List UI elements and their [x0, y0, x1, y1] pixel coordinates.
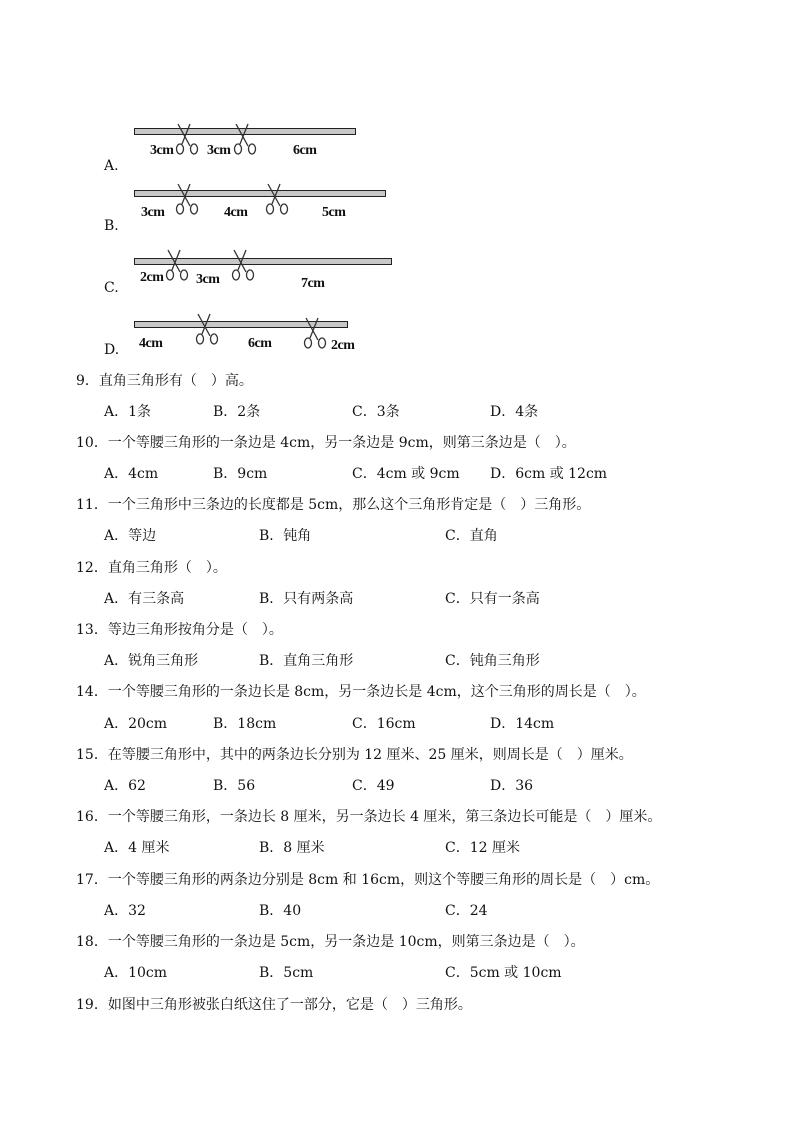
- question-17: 17．一个等腰三角形的两条边分别是 8cm 和 16cm，则这个等腰三角形的周长是（ ）cm。: [76, 872, 660, 888]
- option-b: B．5cm: [259, 965, 314, 981]
- segment-label: 2cm: [331, 338, 355, 353]
- question-13-options: [0, 650, 794, 670]
- option-c: C．49: [352, 778, 395, 794]
- scissors-icon: [160, 248, 194, 282]
- question-15-options: [0, 775, 794, 795]
- option-d: D．4条: [490, 404, 539, 420]
- scissors-icon: [170, 122, 204, 156]
- option-a: A．10cm: [104, 965, 168, 981]
- segment-label: 3cm: [207, 143, 231, 158]
- question-16-options: [0, 837, 794, 857]
- scissors-icon: [190, 312, 224, 346]
- question-18: 18．一个等腰三角形的一条边是 5cm，另一条边是 10cm，则第三条边是（ ）。: [76, 934, 585, 950]
- segment-label: 5cm: [322, 205, 346, 220]
- scissors-icon: [170, 182, 204, 216]
- question-15: 15．在等腰三角形中，其中的两条边长分别为 12 厘米、25 厘米，则周长是（ ）厘米。: [76, 747, 633, 763]
- question-10-options: [0, 463, 794, 483]
- option-letter: C.: [104, 280, 119, 296]
- option-b: B．只有两条高: [259, 591, 354, 607]
- question-17-options: [0, 900, 794, 920]
- stick-option-c: [0, 248, 794, 312]
- option-a: A．4cm: [104, 466, 159, 482]
- option-letter: A.: [104, 158, 119, 174]
- option-letter: D.: [104, 342, 120, 358]
- segment-label: 6cm: [293, 143, 317, 158]
- segment-label: 3cm: [141, 205, 165, 220]
- segment-label: 3cm: [150, 143, 174, 158]
- question-10: 10．一个等腰三角形的一条边是 4cm，另一条边是 9cm，则第三条边是（ ）。: [76, 435, 576, 451]
- segment-label: 3cm: [196, 272, 220, 287]
- option-b: B．56: [213, 778, 256, 794]
- question-9-options: [0, 401, 794, 421]
- question-18-options: [0, 962, 794, 982]
- stick-option-b: [0, 180, 794, 244]
- option-d: D．36: [490, 778, 534, 794]
- option-b: B．9cm: [213, 466, 268, 482]
- option-c: C．3条: [352, 404, 400, 420]
- option-c: C．4cm 或 9cm: [352, 466, 460, 482]
- option-a: A．有三条高: [104, 591, 185, 607]
- option-b: B．40: [259, 903, 302, 919]
- scissors-icon: [298, 316, 332, 350]
- question-13: 13．等边三角形按角分是（ ）。: [76, 622, 283, 638]
- scissors-icon: [260, 182, 294, 216]
- stick-option-a: [0, 118, 794, 182]
- option-c: C．只有一条高: [445, 591, 540, 607]
- stick-option-d: [0, 312, 794, 376]
- question-12-options: [0, 588, 794, 608]
- question-11-options: [0, 525, 794, 545]
- segment-label: 4cm: [224, 205, 248, 220]
- option-c: C．钝角三角形: [445, 653, 540, 669]
- option-letter: B.: [104, 218, 119, 234]
- question-12: 12．直角三角形（ ）。: [76, 560, 227, 576]
- scissors-icon: [226, 248, 260, 282]
- option-b: B．2条: [213, 404, 261, 420]
- option-b: B．18cm: [213, 716, 277, 732]
- option-c: C．16cm: [352, 716, 416, 732]
- option-a: A．1条: [104, 404, 152, 420]
- option-b: B．钝角: [259, 528, 312, 544]
- option-a: A．锐角三角形: [104, 653, 199, 669]
- segment-label: 2cm: [140, 270, 164, 285]
- option-a: A．等边: [104, 528, 157, 544]
- option-b: B．直角三角形: [259, 653, 354, 669]
- question-11: 11．一个三角形中三条边的长度都是 5cm，那么这个三角形肯定是（ ）三角形。: [76, 497, 591, 513]
- question-14-options: [0, 713, 794, 733]
- scissors-icon: [228, 122, 262, 156]
- option-c: C．直角: [445, 528, 498, 544]
- question-9: 9．直角三角形有（ ）高。: [76, 373, 253, 389]
- option-d: D．14cm: [490, 716, 555, 732]
- option-c: C．12 厘米: [445, 840, 520, 856]
- option-b: B．8 厘米: [259, 840, 325, 856]
- option-a: A．62: [104, 778, 146, 794]
- question-19: 19．如图中三角形被张白纸这住了一部分，它是（ ）三角形。: [76, 997, 472, 1013]
- option-c: C．24: [445, 903, 488, 919]
- option-d: D．6cm 或 12cm: [490, 466, 608, 482]
- option-c: C．5cm 或 10cm: [445, 965, 562, 981]
- question-14: 14．一个等腰三角形的一条边长是 8cm，另一条边长是 4cm，这个三角形的周长是（ ）。: [76, 684, 646, 700]
- option-a: A．20cm: [104, 716, 168, 732]
- option-a: A．32: [104, 903, 146, 919]
- question-16: 16．一个等腰三角形，一条边长 8 厘米，另一条边长 4 厘米，第三条边长可能是（ ）厘米。: [76, 809, 662, 825]
- segment-label: 7cm: [301, 276, 325, 291]
- segment-label: 6cm: [248, 336, 272, 351]
- segment-label: 4cm: [139, 336, 163, 351]
- option-a: A．4 厘米: [104, 840, 170, 856]
